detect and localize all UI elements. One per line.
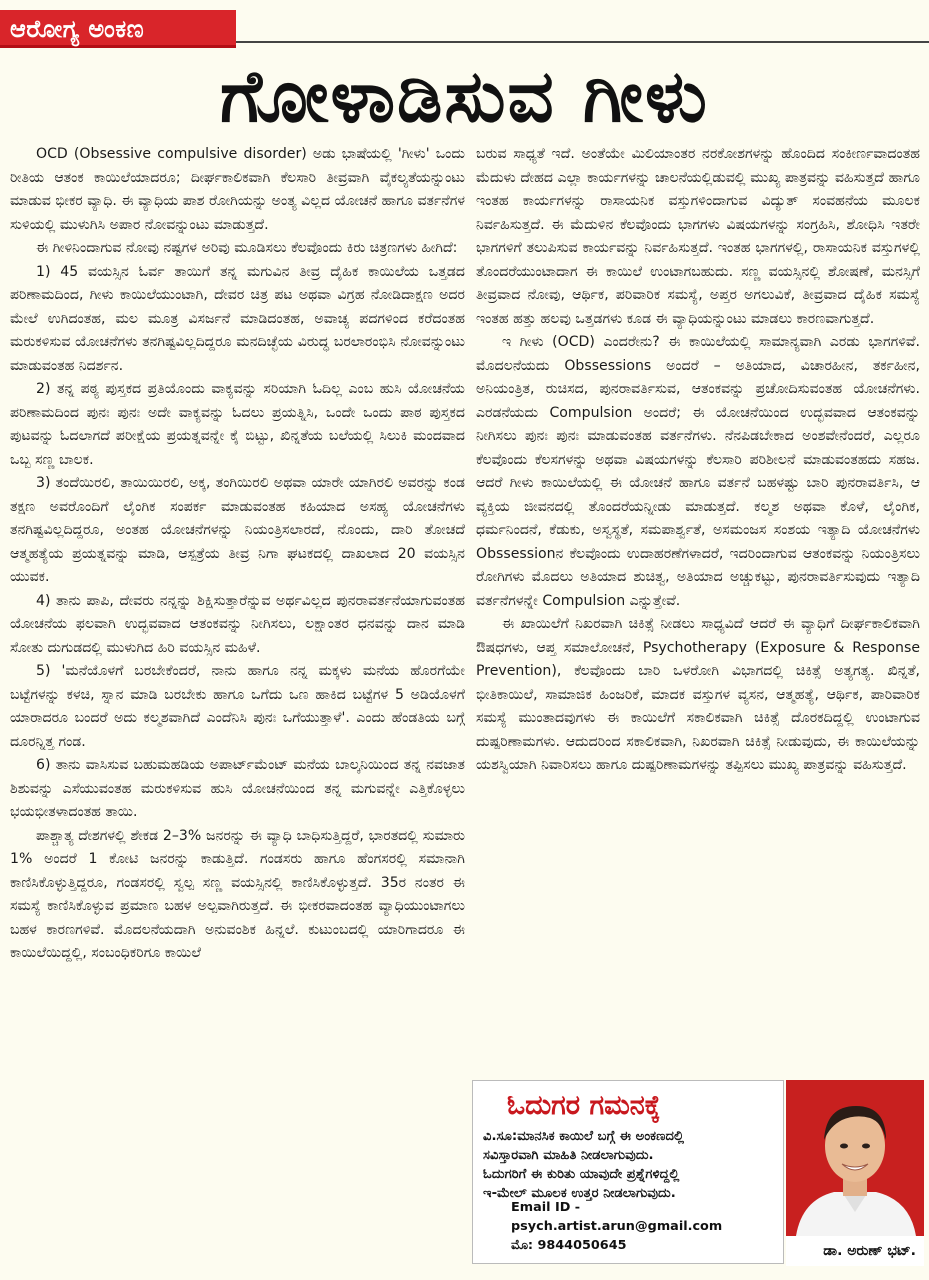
paragraph: ಬರುವ ಸಾಧ್ಯತೆ ಇದೆ. ಅಂತೆಯೇ ಮಿಲಿಯಾಂತರ ನರಕೋಶಗಳನ್ನು ಹೊಂದಿದ ಸಂಕೀರ್ಣವಾದಂತಹ ಮೆದುಳು ದೇಹದ ಎಲ್ಲಾ ಕಾರ್ಯಗಳನ್ನು ಚಾಲನೆಯಲ್ಲಿಡುವಲ್ಲಿ ಮುಖ್ಯ ಪಾತ್ರವನ್ನು ವಹಿಸುತ್ತದೆ ಹಾಗೂ ಇಂತಹ ಕಾರ್ಯಗಳನ್ನು ರಾಸಾಯನಿಕ ವಸ್ತುಗಳಿಂದಾಗುವ ವಿದ್ಯುತ್ ಸಂವಹನೆಯ ಮೂಲಕ ನಿರ್ವಹಿಸುತ್ತದೆ. ಈ ಮೆದುಳಿನ ಕೆಲವೊಂದು ಭಾಗಗಳು ವಿಷಯಗಳನ್ನು ಸಂಗ್ರಹಿಸಿ, ಶೋಧಿಸಿ ಇತರೇ ಭಾಗಗಳಿಗೆ ತಲುಪಿಸುವ ಕಾರ್ಯವನ್ನು ನಿರ್ವಹಿಸುತ್ತದೆ. ಇಂತಹ ಭಾಗಗಳಲ್ಲಿ, ರಾಸಾಯನಿಕ ವಸ್ತುಗಳಲ್ಲಿ ತೊಂದರೆಯುಂಟಾದಾಗ ಈ ಕಾಯಿಲೆ ಉಂಟಾಗಬಹುದು. ಸಣ್ಣ ವಯಸ್ಸಿನಲ್ಲಿ ಶೋಷಣೆ, ಮನಸ್ಸಿಗೆ ತೀವ್ರವಾದ ನೋವು, ಆರ್ಥಿಕ, ಪರಿವಾರಿಕ ಸಮಸ್ಯೆ, ಅಪ್ತರ ಅಗಲುವಿಕೆ, ತೀವ್ರವಾದ ದೈಹಿಕ ಸಮಸ್ಯೆ ಇಂತಹ ಹತ್ತು ಹಲವು ಒತ್ತಡಗಳು ಕೂಡ ಈ ವ್ಯಾಧಿಯನ್ನುಂಟು ಮಾಡಲು ಕಾರಣವಾಗುತ್ತದೆ. (476, 146, 920, 327)
paragraph: 4) ತಾನು ಪಾಪಿ, ದೇವರು ನನ್ನನ್ನು ಶಿಕ್ಷಿಸುತ್ತಾರೆನ್ನುವ ಅರ್ಥವಿಲ್ಲದ ಪುನರಾವರ್ತನೆಯಾಗುವಂತಹ ಯೋಚನೆಯ ಫಲವಾಗಿ ಉದ್ಭವವಾದ ಆತಂಕವನ್ನು ನೀಗಿಸಲು, ಲಕ್ಷಾಂತರ ಧನವನ್ನು ದಾನ ಮಾಡಿ ಸೋತು ದುಗುಡದಲ್ಲಿ ಮುಳುಗಿದ ಹಿರಿ ವಯಸ್ಸಿನ ಮಹಿಳೆ. (10, 592, 465, 656)
paragraph: ಈ ಖಾಯಿಲೆಗೆ ನಿಖರವಾಗಿ ಚಿಕಿತ್ಸೆ ನೀಡಲು ಸಾಧ್ಯವಿದೆ ಆದರೆ ಈ ವ್ಯಾಧಿಗೆ ದೀರ್ಘಕಾಲಿಕವಾಗಿ ಔಷಧಗಳು, ಆಪ್ತ ಸಮಾಲೋಚನೆ, Psychotherapy (Exposure & Response Prevention), ಕೆಲವೊಂದು ಬಾರಿ ಒಳರೋಗಿ ವಿಭಾಗದಲ್ಲಿ ಚಿಕಿತ್ಸೆ ಅತ್ಯಗತ್ಯ. ಖಿನ್ನತೆ, ಭೀತಿಕಾಯಿಲೆ, ಸಾಮಾಜಿಕ ಹಿಂಜರಿಕೆ, ಮಾದಕ ವಸ್ತುಗಳ ವ್ಯಸನ, ಆತ್ಮಹತ್ಯೆ, ಆರ್ಥಿಕ, ಪಾರಿವಾರಿಕ ಸಮಸ್ಯೆ ಮುಂತಾದವುಗಳು ಈ ಕಾಯಿಲೆಗೆ ಸಕಾಲಿಕವಾಗಿ ಚಿಕಿತ್ಸೆ ದೊರಕದಿದ್ದಲ್ಲಿ ಉಂಟಾಗುವ ದುಷ್ಪರಿಣಾಮಗಳು. ಆದುದರಿಂದ ಸಕಾಲಿಕವಾಗಿ, ನಿಖರವಾಗಿ ಚಿಕಿತ್ಸೆ ನೀಡುವುದು, ಈ ಕಾಯಿಲೆಯನ್ನು ಯಶಸ್ವಿಯಾಗಿ ನಿವಾರಿಸಲು ಹಾಗೂ ದುಷ್ಪರಿಣಾಮಗಳನ್ನು ತಪ್ಪಿಸಲು ಮುಖ್ಯ ಪಾತ್ರವನ್ನು ವಹಿಸುತ್ತದೆ. (476, 616, 920, 773)
paragraph: ಇ ಗೀಳು (OCD) ಎಂದರೇನು? ಈ ಕಾಯಿಲೆಯಲ್ಲಿ ಸಾಮಾನ್ಯವಾಗಿ ಎರಡು ಭಾಗಗಳಿವೆ. ಮೊದಲನೆಯದು Obssessions ಅಂದರೆ – ಅತಿಯಾದ, ವಿಚಾರಹೀನ, ತರ್ಕಹೀನ, ಅನಿಯಂತ್ರಿತ, ರುಚಿಸದ, ಪುನರಾವರ್ತಿಸುವ, ಆತಂಕವನ್ನು ಪ್ರಚೋದಿಸುವಂತಹ ಯೋಚನೆಗಳು. ಎರಡನೆಯದು Compulsion ಅಂದರೆ; ಈ ಯೋಚನೆಯಿಂದ ಉದ್ಭವವಾದ ಆತಂಕವನ್ನು ನೀಗಿಸಲು ಪುನಃ ಪುನಃ ಮಾಡುವಂತಹ ವರ್ತನೆಗಳು. ನೆನಪಿಡಬೇಕಾದ ಅಂಶವೇನೆಂದರೆ, ಎಲ್ಲರೂ ಕೆಲವೊಂದು ಕೆಲಸಗಳನ್ನು ಅಥವಾ ವಿಷಯಗಳನ್ನು ಕೆಲಸಾರಿ ಪರಿಶೀಲನೆ ಮಾಡುವಂತಹದು ಸಹಜ. ಆದರೆ ಗೀಳು ಕಾಯಿಲೆಯಲ್ಲಿ ಈ ಯೋಚನೆ ಹಾಗೂ ವರ್ತನೆ ಬಹಳಷ್ಟು ಬಾರಿ ಪುನರಾವರ್ತಿಸಿ, ಆ ವ್ಯಕ್ತಿಯ ಜೀವನದಲ್ಲಿ ತೊಂದರೆಯನ್ನೀಡು ಮಾಡುತ್ತದೆ. ಕಲ್ಮಶ ಅಥವಾ ಕೊಳೆ, ಲೈಂಗಿಕ, ಧರ್ಮನಿಂದನೆ, ಕೆಡುಕು, ಅಸ್ವಸ್ಥತೆ, ಸಮಪಾರ್ಶ್ವತೆ, ಅಸಮಂಜಸ ಸಂಶಯ ಇತ್ಯಾದಿ ಯೋಚನೆಗಳು Obssessionನ ಕೆಲವೊಂದು ಉದಾಹರಣೆಗಳಾದರೆ, ಇದರಿಂದಾಗುವ ಆತಂಕವನ್ನು ನಿಯಂತ್ರಿಸಲು ರೋಗಿಗಳು ಮೊದಲು ಅತಿಯಾದ ಶುಚಿತ್ವ, ಅತಿಯಾದ ಅಚ್ಚುಕಟ್ಟು, ಪುನರಾವರ್ತಿಸುವುದು ಇತ್ಯಾದಿ ವರ್ತನೆಗಳನ್ನೇ Compulsion ಎನ್ನುತ್ತೇವೆ. (476, 334, 920, 609)
paragraph: OCD (Obsessive compulsive disorder) ಅಡು ಭಾಷೆಯಲ್ಲಿ 'ಗೀಳು' ಒಂದು ರೀತಿಯ ಆತಂಕ ಕಾಯಿಲೆಯಾದರೂ; ದೀರ್ಘಕಾಲಿಕವಾಗಿ ಕೆಲಸಾರಿ ತೀವ್ರವಾಗಿ ವೈಕಲ್ಯತೆಯನ್ನುಂಟು ಮಾಡುವ ಭೀಕರ ವ್ಯಾಧಿ. ಈ ವ್ಯಾಧಿಯ ಪಾಶ ರೋಗಿಯನ್ನು ಅಂತ್ಯ ವಿಲ್ಲದ ಯೋಚನೆ ಹಾಗೂ ವರ್ತನೆಗಳ ಸುಳಿಯಲ್ಲಿ ಮುಳುಗಿಸಿ ಅಪಾರ ನೋವನ್ನುಂಟು ಮಾಡುತ್ತದೆ. (10, 146, 465, 233)
notice-line: ಓದುಗರಿಗೆ ಈ ಕುರಿತು ಯಾವುದೇ ಪ್ರಶ್ನೆಗಳಿದ್ದಲ್ಲಿ (483, 1167, 680, 1182)
notice-line: ಸವಿಸ್ತಾರವಾಗಿ ಮಾಹಿತಿ ನೀಡಲಾಗುವುದು. (483, 1148, 654, 1163)
notice-line: ಇ-ಮೇಲ್ ಮೂಲಕ ಉತ್ತರ ನೀಡಲಾಗುವುದು. (483, 1186, 676, 1201)
phone-number: ಮೊ: 9844050645 (511, 1238, 627, 1253)
author-photo (786, 1080, 924, 1236)
paragraph: 2) ತನ್ನ ಪಠ್ಯ ಪುಸ್ತಕದ ಪ್ರತಿಯೊಂದು ವಾಕ್ಯವನ್ನು ಸರಿಯಾಗಿ ಓದಿಲ್ಲ ಎಂಬ ಹುಸಿ ಯೋಚನೆಯ ಪರಿಣಾಮದಿಂದ ಪುನಃ ಪುನಃ ಅದೇ ವಾಕ್ಯವನ್ನು ಓದಲು ಪ್ರಯತ್ನಿಸಿ, ಒಂದೇ ಒಂದು ಪಾಠ ಪುಸ್ತಕದ ಪುಟವನ್ನು ಓದಲಾಗದೆ ಪರೀಕ್ಷೆಯ ಪ್ರಯತ್ನವನ್ನೇ ಕೈ ಬಿಟ್ಟು, ಖಿನ್ನತೆಯ ಬಲೆಯಲ್ಲಿ ಸಿಲುಕಿ ಮಂದವಾದ ಒಬ್ಬ ಸಣ್ಣ ಬಾಲಕ. (10, 381, 465, 468)
header-rule (236, 41, 929, 43)
article-column-right (476, 143, 920, 1078)
article-column-left (10, 143, 465, 1273)
author-portrait-icon (786, 1080, 924, 1236)
paragraph: 1) 45 ವಯಸ್ಸಿನ ಓರ್ವ ತಾಯಿಗೆ ತನ್ನ ಮಗುವಿನ ತೀವ್ರ ದೈಹಿಕ ಕಾಯಿಲೆಯ ಒತ್ತಡದ ಪರಿಣಾಮದಿಂದ, ಗೀಳು ಕಾಯಿಲೆಯುಂಟಾಗಿ, ದೇವರ ಚಿತ್ರ ಪಟ ಅಥವಾ ವಿಗ್ರಹ ನೋಡಿದಾಕ್ಷಣ ಅದರ ಮೇಲೆ ಉಗಿದಂತಹ, ಮಲ ಮೂತ್ರ ವಿಸರ್ಜನೆ ಮಾಡಿದಂತಹ, ಅವಾಚ್ಯ ಪದಗಳಿಂದ ಕರೆದಂತಹ ಮರುಕಳಿಸುವ ಯೋಚನೆಗಳು ತನಗಿಷ್ಟವಿಲ್ಲದಿದ್ದರೂ ಮನದಿಚ್ಛೆಯ ವಿರುದ್ಧ ಬರಲಾರಂಭಿಸಿ ನೋವನ್ನುಂಟು ಮಾಡುವಂತಹ ನಿದರ್ಶನ. (10, 263, 465, 374)
notice-line: ವಿ.ಸೂ:ಮಾನಸಿಕ ಕಾಯಿಲೆ ಬಗ್ಗೆ ಈ ಅಂಕಣದಲ್ಲಿ (483, 1129, 684, 1144)
author-byline: ಡಾ. ಅರುಣ್ ಭಟ್. (786, 1236, 924, 1266)
paragraph: 6) ತಾನು ವಾಸಿಸುವ ಬಹುಮಹಡಿಯ ಅಪಾರ್ಟ್‌ಮೆಂಟ್ ಮನೆಯ ಬಾಲ್ಕನಿಯಿಂದ ತನ್ನ ನವಜಾತ ಶಿಶುವನ್ನು ಎಸೆಯುವಂತಹ ಮರುಕಳಿಸುವ ಹುಸಿ ಯೋಚನೆಯಿಂದ ತನ್ನ ಮಗುವನ್ನೇ ಎತ್ತಿಕೊಳ್ಳಲು ಭಯಭೀತಳಾದಂತಹ ತಾಯಿ. (10, 757, 465, 820)
article-title: ಗೋಳಾಡಿಸುವ ಗೀಳು (220, 54, 709, 138)
paragraph: 3) ತಂದೆಯಿರಲಿ, ತಾಯಿಯಿರಲಿ, ಅಕ್ಕ, ತಂಗಿಯಿರಲಿ ಅಥವಾ ಯಾರೇ ಯಾಗಿರಲಿ ಅವರನ್ನು ಕಂಡ ತಕ್ಷಣ ಅವರೊಂದಿಗೆ ಲೈಂಗಿಕ ಸಂಪರ್ಕ ಮಾಡುವಂತಹ ಕಹಿಯಾದ ಅಸಹ್ಯ ಯೋಚನೆಗಳು ತನಗಿಷ್ಟವಿಲ್ಲದಿದ್ದರೂ, ಅಂತಹ ಯೋಚನೆಗಳನ್ನು ನಿಯಂತ್ರಿಸಲಾರದೆ, ನೊಂದು, ದಾರಿ ತೋಚದೆ ಆತ್ಮಹತ್ಯೆಯ ಪ್ರಯತ್ನವನ್ನು ಮಾಡಿ, ಆಸ್ಪತ್ರೆಯ ತೀವ್ರ ನಿಗಾ ಘಟಕದಲ್ಲಿ ದಾಖಲಾದ 20 ವಯಸ್ಸಿನ ಯುವಕ. (10, 475, 465, 585)
section-tag: ಆರೋಗ್ಯ ಅಂಕಣ (0, 10, 236, 48)
paragraph: ಪಾಶ್ಚಾತ್ಯ ದೇಶಗಳಲ್ಲಿ ಶೇಕಡ 2–3% ಜನರನ್ನು ಈ ವ್ಯಾಧಿ ಬಾಧಿಸುತ್ತಿದ್ದರೆ, ಭಾರತದಲ್ಲಿ ಸುಮಾರು 1% ಅಂದರೆ 1 ಕೋಟಿ ಜನರನ್ನು ಕಾಡುತ್ತಿದೆ. ಗಂಡಸರು ಹಾಗೂ ಹೆಂಗಸರಲ್ಲಿ ಸಮಾನಾಗಿ ಕಾಣಿಸಿಕೊಳ್ಳುತ್ತಿದ್ದರೂ, ಗಂಡಸರಲ್ಲಿ ಸ್ವಲ್ಪ ಸಣ್ಣ ವಯಸ್ಸಿನಲ್ಲಿ ಕಾಣಿಸಿಕೊಳ್ಳುತ್ತದೆ. 35ರ ನಂತರ ಈ ಸಮಸ್ಯೆ ಕಾಣಿಸಿಕೊಳ್ಳುವ ಪ್ರಮಾಣ ಬಹಳ ಅಲ್ಪವಾಗಿರುತ್ತದೆ. ಈ ಭೀಕರವಾದಂತಹ ವ್ಯಾಧಿಯುಂಟಾಗಲು ಬಹಳ ಕಾರಣಗಳಿವೆ. ಮೊದಲನೆಯದಾಗಿ ಅನುವಂಶಿಕ ಹಿನ್ನಲೆ. ಕುಟುಂಬದಲ್ಲಿ ಯಾರಿಗಾದರೂ ಈ ಕಾಯಿಲೆಯಿದ್ದಲ್ಲಿ, ಸಂಬಂಧಿಕರಿಗೂ ಕಾಯಿಲೆ (10, 827, 465, 961)
notice-title: ಓದುಗರ ಗಮನಕ್ಕೆ (507, 1090, 661, 1121)
email-address[interactable]: Email ID - psych.artist.arun@gmail.com (511, 1200, 723, 1234)
paragraph: 5) 'ಮನೆಯೊಳಗೆ ಬರಬೇಕೆಂದರೆ, ನಾನು ಹಾಗೂ ನನ್ನ ಮಕ್ಕಳು ಮನೆಯ ಹೊರಗೆಯೇ ಬಟ್ಟೆಗಳನ್ನು ಕಳಚಿ, ಸ್ನಾನ ಮಾಡಿ ಬರಬೇಕು ಹಾಗೂ ಒಗೆದು ಒಣ ಹಾಕಿದ ಬಟ್ಟೆಗಳ 5 ಅಡಿಯೊಳಗೆ ಯಾರಾದರೂ ಬಂದರೆ ಅದು ಕಲ್ಮಶವಾಗಿದೆ ಎಂದೆನಿಸಿ ಪುನಃ ಒಗೆಯುತ್ತಾಳೆ'. ಎಂದು ಹೆಂಡತಿಯ ಬಗ್ಗೆ ದೂರನ್ನಿತ್ತ ಗಂಡ. (10, 663, 465, 750)
readers-notice-box (472, 1080, 784, 1264)
notice-body (483, 1127, 775, 1203)
paragraph: ಈ ಗೀಳಿನಿಂದಾಗುವ ನೋವು ನಷ್ಟಗಳ ಅರಿವು ಮೂಡಿಸಲು ಕೆಲವೊಂದು ಕಿರು ಚಿತ್ರಣಗಳು ಹೀಗಿದೆ: (36, 240, 458, 256)
notice-contact (511, 1198, 783, 1255)
